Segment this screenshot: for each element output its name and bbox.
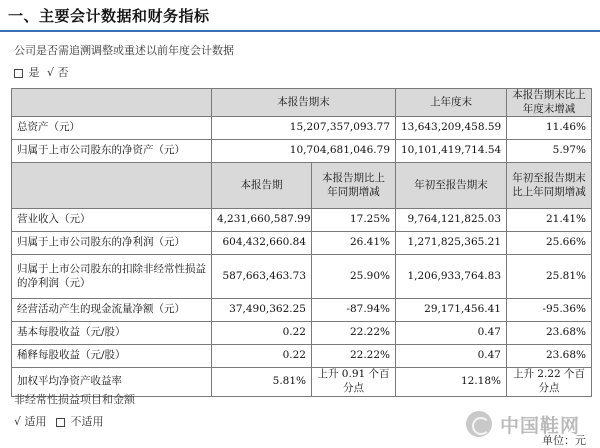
table-row	[12, 140, 592, 163]
table-cell: 23.68%	[507, 345, 592, 368]
table-header-cell: 本报告期	[212, 163, 312, 209]
table-cell: 10,101,419,714.54	[396, 140, 507, 163]
table-header-row	[12, 163, 592, 209]
table-cell: -87.94%	[312, 299, 396, 322]
table-cell: 13,643,209,458.59	[396, 117, 507, 140]
check-mark: √	[14, 415, 22, 428]
table-header-cell	[12, 89, 212, 117]
row-label: 归属于上市公司股东的净资产（元）	[12, 140, 212, 163]
table-cell: 4,231,660,587.99	[212, 209, 312, 232]
table-cell: 25.81%	[507, 255, 592, 299]
section-heading: 一、主要会计数据和财务指标	[8, 7, 210, 25]
table-cell: 9,764,121,825.03	[396, 209, 507, 232]
table-cell: 22.22%	[312, 322, 396, 345]
table-cell: 17.25%	[312, 209, 396, 232]
table-cell: 587,663,463.73	[212, 255, 312, 299]
table-row	[12, 117, 592, 140]
not-applicable-label: 不适用	[70, 415, 104, 428]
table-row	[12, 299, 592, 322]
row-label: 归属于上市公司股东的净利润（元）	[12, 232, 212, 255]
table-header-cell	[12, 163, 212, 209]
table-cell: 26.41%	[312, 232, 396, 255]
restatement-options	[14, 64, 69, 80]
row-label: 归属于上市公司股东的扣除非经常性损益的净利润（元）	[12, 255, 212, 299]
table-header-row	[12, 89, 592, 117]
table-cell: -95.36%	[507, 299, 592, 322]
table-row	[12, 209, 592, 232]
table-cell: 11.46%	[507, 117, 592, 140]
table-cell: 上升 2.22 个百分点	[507, 368, 592, 396]
row-label: 营业收入（元）	[12, 209, 212, 232]
row-label: 稀释每股收益（元/股）	[12, 345, 212, 368]
row-label: 总资产（元）	[12, 117, 212, 140]
unit-label: 单位：元	[542, 434, 586, 447]
table-cell: 上升 0.91 个百分点	[312, 368, 396, 396]
table-cell: 1,206,933,764.83	[396, 255, 507, 299]
table-cell: 23.68%	[507, 322, 592, 345]
table-cell: 10,704,681,046.79	[212, 140, 396, 163]
table-row	[12, 345, 592, 368]
table-cell: 604,432,660.84	[212, 232, 312, 255]
heading-divider	[0, 30, 600, 32]
table-row	[12, 255, 592, 299]
table-cell: 0.22	[212, 345, 312, 368]
checkbox-icon	[14, 69, 23, 78]
table-header-cell: 上年度末	[396, 89, 507, 117]
table-row	[12, 322, 592, 345]
applicable-label: 适用	[24, 415, 47, 428]
logo-icon	[466, 411, 492, 437]
checkbox-icon	[56, 418, 65, 427]
table-cell: 22.22%	[312, 345, 396, 368]
restatement-question: 公司是否需追溯调整或重述以前年度会计数据	[14, 44, 234, 57]
watermark-text: 中国鞋网	[500, 415, 581, 437]
nonrecurring-title: 非经常性损益项目和金额	[14, 393, 135, 406]
table-header-cell: 本报告期比上年同期增减	[312, 163, 396, 209]
table-cell: 0.47	[396, 322, 507, 345]
table-cell: 29,171,456.41	[396, 299, 507, 322]
no-label: 否	[57, 66, 69, 79]
table-cell: 15,207,357,093.77	[212, 117, 396, 140]
table-cell: 5.97%	[507, 140, 592, 163]
table-cell: 0.22	[212, 322, 312, 345]
check-mark: √	[47, 66, 55, 79]
table-cell: 1,271,825,365.21	[396, 232, 507, 255]
row-label: 加权平均净资产收益率	[12, 368, 212, 396]
row-label: 经营活动产生的现金流量净额（元）	[12, 299, 212, 322]
table-cell: 25.90%	[312, 255, 396, 299]
table-cell: 5.81%	[212, 368, 312, 396]
table-cell: 0.47	[396, 345, 507, 368]
row-label: 基本每股收益（元/股）	[12, 322, 212, 345]
table-cell: 21.41%	[507, 209, 592, 232]
applicability-options	[14, 413, 104, 429]
table-header-cell: 本报告期末	[212, 89, 396, 117]
yes-label: 是	[28, 66, 40, 79]
table-cell: 25.66%	[507, 232, 592, 255]
table-header-cell: 年初至报告期末比上年同期增减	[507, 163, 592, 209]
financial-table	[11, 88, 592, 397]
table-row	[12, 232, 592, 255]
table-cell: 37,490,362.25	[212, 299, 312, 322]
table-header-cell: 本报告期末比上年度末增减	[507, 89, 592, 117]
table-header-cell: 年初至报告期末	[396, 163, 507, 209]
table-cell: 12.18%	[396, 368, 507, 396]
